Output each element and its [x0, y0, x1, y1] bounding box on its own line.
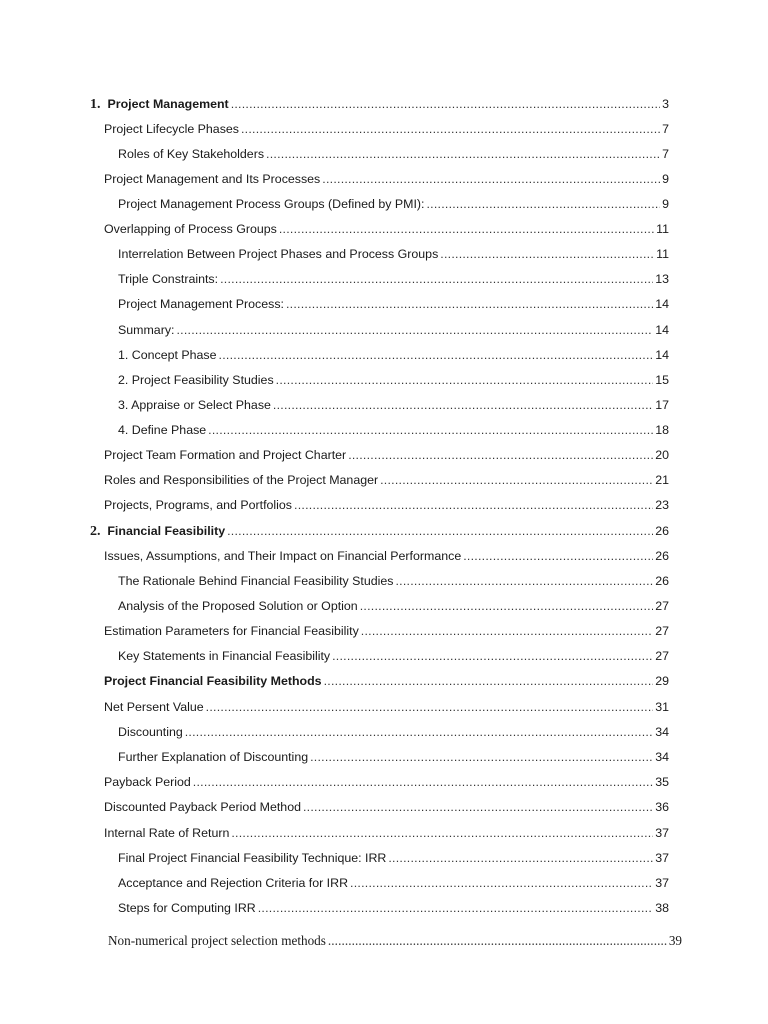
toc-entry[interactable]	[104, 669, 669, 689]
toc-entry-page-number: 18	[655, 423, 669, 437]
toc-entry-title: Summary:	[118, 323, 175, 337]
toc-dot-leader	[350, 876, 653, 891]
toc-entry-page-number: 14	[655, 297, 669, 311]
toc-entry[interactable]	[118, 142, 669, 162]
toc-entry[interactable]	[118, 267, 669, 287]
toc-entry-title: 4. Define Phase	[118, 423, 207, 437]
toc-entry[interactable]	[104, 770, 669, 790]
toc-entry-page-number: 26	[655, 549, 669, 563]
toc-dot-leader	[185, 725, 653, 740]
toc-entry-title: Non-numerical project selection methods	[108, 933, 326, 948]
toc-entry-title: Discounted Payback Period Method	[104, 800, 301, 814]
toc-dot-leader	[328, 933, 667, 948]
toc-entry-title: Roles and Responsibilities of the Project Manager	[104, 473, 379, 487]
toc-entry[interactable]	[104, 117, 669, 137]
toc-entry-page-number: 15	[655, 373, 669, 387]
toc-entry-title: Project Management	[107, 97, 229, 111]
toc-entry-title: Further Explanation of Discounting	[118, 750, 309, 764]
toc-entry-title: Project Management Process:	[118, 297, 284, 311]
toc-entry-title: Final Project Financial Feasibility Technique: IRR	[118, 851, 387, 865]
toc-entry-page-number: 26	[655, 524, 669, 538]
toc-entry-number: 1.	[90, 97, 101, 112]
toc-entry-title: Steps for Computing IRR	[118, 901, 256, 915]
toc-entry-page-number: 34	[655, 750, 669, 764]
toc-dot-leader	[324, 674, 654, 689]
toc-entry-title: Internal Rate of Return	[104, 826, 230, 840]
toc-dot-leader	[276, 373, 654, 388]
toc-entry[interactable]	[118, 594, 669, 614]
toc-entry[interactable]	[118, 368, 669, 388]
toc-entry-page-number: 7	[662, 122, 669, 136]
toc-entry-page-number: 35	[655, 775, 669, 789]
toc-entry[interactable]	[118, 871, 669, 891]
toc-dot-leader	[208, 423, 653, 438]
toc-entry[interactable]	[118, 418, 669, 438]
toc-entry-title: Project Lifecycle Phases	[104, 122, 239, 136]
toc-dot-leader	[206, 700, 654, 715]
toc-entry-page-number: 7	[662, 147, 669, 161]
toc-entry-page-number: 9	[662, 172, 669, 186]
toc-entry-page-number: 37	[655, 826, 669, 840]
toc-dot-leader	[279, 222, 654, 237]
toc-entry[interactable]	[118, 242, 669, 262]
toc-entry[interactable]	[118, 644, 669, 664]
toc-entry-title: 3. Appraise or Select Phase	[118, 398, 271, 412]
toc-entry-title: Project Team Formation and Project Charter	[104, 448, 347, 462]
toc-entry-page-number: 13	[655, 272, 669, 286]
toc-dot-leader	[231, 826, 653, 841]
toc-entry-title: 2. Project Feasibility Studies	[118, 373, 274, 387]
toc-dot-leader	[303, 800, 653, 815]
toc-dot-leader	[348, 448, 653, 463]
toc-dot-leader	[388, 851, 653, 866]
toc-entry[interactable]	[118, 393, 669, 413]
toc-dot-leader	[227, 524, 653, 539]
toc-dot-leader	[266, 147, 660, 162]
toc-entry-title: Estimation Parameters for Financial Feasibility	[104, 624, 359, 638]
toc-entry-page-number: 37	[655, 851, 669, 865]
toc-entry-page-number: 39	[668, 933, 682, 948]
toc-entry[interactable]	[90, 92, 669, 112]
toc-entry-page-number: 3	[662, 97, 669, 111]
toc-entry[interactable]	[118, 192, 669, 212]
toc-entry[interactable]	[108, 928, 682, 948]
toc-dot-leader	[332, 649, 653, 664]
toc-entry-page-number: 11	[656, 247, 669, 261]
toc-entry-title: Financial Feasibility	[107, 524, 226, 538]
toc-entry-page-number: 38	[655, 901, 669, 915]
toc-entry[interactable]	[104, 544, 669, 564]
toc-entry-page-number: 27	[655, 624, 669, 638]
toc-entry-title: Payback Period	[104, 775, 191, 789]
toc-dot-leader	[294, 498, 653, 513]
toc-dot-leader	[380, 473, 653, 488]
toc-entry[interactable]	[104, 795, 669, 815]
toc-entry-page-number: 26	[655, 574, 669, 588]
toc-dot-leader	[426, 197, 660, 212]
toc-entry[interactable]	[104, 821, 669, 841]
toc-entry-page-number: 27	[655, 649, 669, 663]
toc-dot-leader	[361, 624, 653, 639]
toc-dot-leader	[360, 599, 654, 614]
toc-entry-title: Project Management and Its Processes	[104, 172, 321, 186]
toc-dot-leader	[322, 172, 660, 187]
toc-entry-title: Issues, Assumptions, and Their Impact on Financial Performance	[104, 549, 462, 563]
toc-entry-page-number: 34	[655, 725, 669, 739]
toc-dot-leader	[231, 97, 660, 112]
toc-dot-leader	[440, 247, 654, 262]
toc-entry-page-number: 23	[655, 498, 669, 512]
toc-entry-title: The Rationale Behind Financial Feasibility Studies	[118, 574, 394, 588]
toc-entry-title: Discounting	[118, 725, 183, 739]
toc-entry-title: Projects, Programs, and Portfolios	[104, 498, 293, 512]
toc-dot-leader	[286, 297, 653, 312]
toc-dot-leader	[310, 750, 653, 765]
toc-dot-leader	[176, 323, 653, 338]
toc-entry-title: Triple Constraints:	[118, 272, 219, 286]
toc-entry-page-number: 36	[655, 800, 669, 814]
toc-entry-number: 2.	[90, 524, 101, 539]
toc-entry[interactable]	[118, 896, 669, 916]
toc-dot-leader	[463, 549, 653, 564]
toc-entry-page-number: 29	[655, 674, 669, 688]
toc-entry-page-number: 20	[655, 448, 669, 462]
toc-entry-page-number: 21	[655, 473, 669, 487]
toc-entry[interactable]	[104, 468, 669, 488]
toc-entry-title: Interrelation Between Project Phases and Process Groups	[118, 247, 439, 261]
toc-entry[interactable]	[104, 217, 669, 237]
toc-entry[interactable]	[118, 343, 669, 363]
toc-entry[interactable]	[104, 167, 669, 187]
toc-entry[interactable]	[118, 720, 669, 740]
toc-entry[interactable]	[104, 619, 669, 639]
toc-dot-leader	[241, 122, 660, 137]
toc-entry-page-number: 31	[655, 700, 669, 714]
toc-entry-title: Acceptance and Rejection Criteria for IRR	[118, 876, 349, 890]
toc-entry-title: Net Persent Value	[104, 700, 204, 714]
toc-entry-page-number: 37	[655, 876, 669, 890]
toc-entry[interactable]	[118, 569, 669, 589]
toc-dot-leader	[220, 272, 653, 287]
toc-entry[interactable]	[104, 493, 669, 513]
toc-entry-page-number: 27	[655, 599, 669, 613]
toc-entry-title: Key Statements in Financial Feasibility	[118, 649, 331, 663]
toc-entry[interactable]	[118, 745, 669, 765]
toc-entry-page-number: 14	[655, 323, 669, 337]
toc-entry[interactable]	[118, 846, 669, 866]
toc-dot-leader	[219, 348, 654, 363]
toc-entry-title: 1. Concept Phase	[118, 348, 217, 362]
toc-entry-page-number: 17	[655, 398, 669, 412]
toc-entry-title: Project Management Process Groups (Defined by PMI):	[118, 197, 425, 211]
toc-entry-title: Analysis of the Proposed Solution or Option	[118, 599, 358, 613]
toc-entry-title: Overlapping of Process Groups	[104, 222, 277, 236]
toc-entry[interactable]	[104, 695, 669, 715]
toc-entry[interactable]	[104, 443, 669, 463]
toc-dot-leader	[258, 901, 653, 916]
toc-entry[interactable]	[118, 318, 669, 338]
toc-entry[interactable]	[90, 519, 669, 539]
toc-entry-page-number: 9	[662, 197, 669, 211]
toc-dot-leader	[273, 398, 653, 413]
toc-entry[interactable]	[118, 292, 669, 312]
toc-entry-title: Roles of Key Stakeholders	[118, 147, 265, 161]
toc-dot-leader	[396, 574, 654, 589]
toc-dot-leader	[193, 775, 653, 790]
toc-entry-page-number: 14	[655, 348, 669, 362]
toc-entry-title: Project Financial Feasibility Methods	[104, 674, 322, 688]
toc-entry-page-number: 11	[656, 222, 669, 236]
